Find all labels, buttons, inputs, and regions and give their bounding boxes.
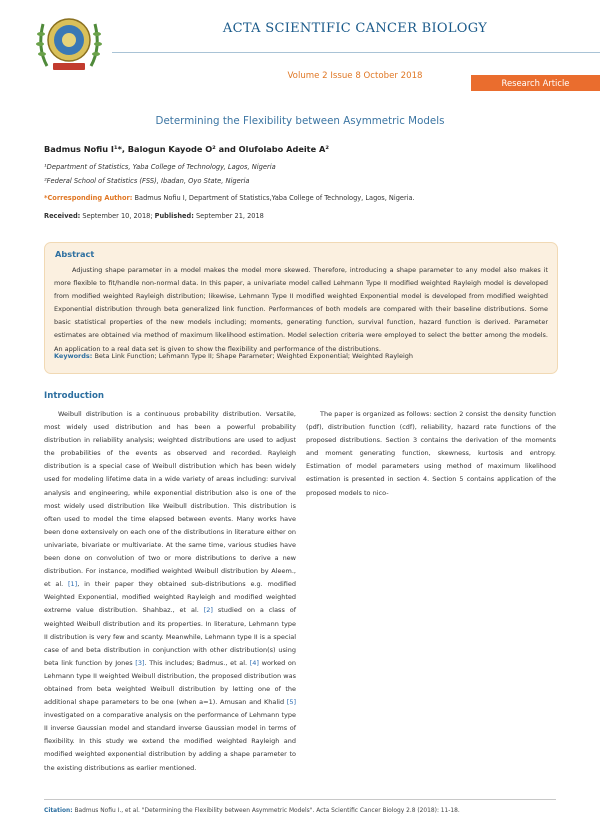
citation-link-4[interactable]: [4] [249, 658, 259, 667]
intro-text-e: worked on Lehmann type II weighted Weibull distribution, the proposed distribution was obtained from beta weighted Weibull distribution by letting one of the additional shape parameters to be one (when a=1). Amusan and Khalid [44, 658, 296, 707]
journal-name: ACTA SCIENTIFIC CANCER BIOLOGY [222, 21, 488, 36]
corresponding-author [44, 194, 415, 202]
keywords [54, 352, 413, 360]
citation-link-1[interactable]: [1] [68, 580, 78, 589]
intro-text-d: . This includes; Badmus., et al. [144, 658, 250, 667]
abstract-heading: Abstract [55, 249, 95, 259]
abstract-text: Adjusting shape parameter in a model makes the model more skewed. Therefore, introducing a shape parameter to any model also makes it more flexible to fit/handle non-normal data. In this paper, a univariate model called Lehmann Type II modified weighted Rayleigh model is developed from modified weighted Rayleigh distribution; likewise, Lehmann Type II modified weighted Exponential model is developed from modified weighted Exponential distribution through beta generalized link function. Performances of both models are compared with their baseline distributions. Some basic statistical properties of the new models including; moments, generating function, survival function, hazard function is derived. Parameter estimates are obtained via method of maximum likelihood estimation. Model selection criteria were employed to select the better among the models. An application to a real data set is given to show the flexibility and performance of the distributions. [54, 266, 548, 353]
intro-left-column [44, 408, 296, 775]
journal-seal-logo [33, 8, 105, 78]
citation-link-2[interactable]: [2] [203, 606, 213, 615]
published-label: Published: [154, 212, 194, 220]
corresponding-text: Badmus Nofiu I, Department of Statistics,Yaba College of Technology, Lagos, Nigeria. [132, 194, 415, 202]
intro-text-b: , in their paper they obtained sub-distributions e.g. modified Weighted Exponential, modified weighted Rayleigh and modified weighted extreme value distribution. Shahbaz., et al. [44, 580, 296, 615]
intro-text-a: Weibull distribution is a continuous probability distribution. Versatile, most widely used distribution and has been a powerful probability distribution in reliability analysis; weighted distributions are used to adjust the probabilities of the events as observed and recorded. Rayleigh distribution is a special case of Weibull distribution which has been widely used for modeling lifetime data in a wide variety of areas including: survival analysis and engineering, while exponential distribution also is one of the most widely used distribution like Weibull distribution. This distribution is often used to model the time elapsed between events. Many works have been done extensively on each one of the distributions in literature either on univariate, bivariate or multivariate. At the same time, various studies have been done on convolution of two or more distributions to derive a new distribution. For instance, modified weighted Weibull distribution by Aleem., et al. [44, 410, 296, 589]
keywords-text: Beta Link Function; Lehmann Type II; Shape Parameter; Weighted Exponential; Weighted Rayleigh [92, 352, 414, 360]
paragraph-gap [306, 395, 556, 408]
abstract-box [44, 242, 558, 374]
corresponding-label: *Corresponding Author: [44, 194, 133, 202]
citation-text: Badmus Nofiu I., et al. "Determining the Flexibility between Asymmetric Models". Acta Scientific Cancer Biology 2.8 (2018): 11-18. [72, 808, 460, 814]
received-label: Received: [44, 212, 81, 220]
citation [44, 808, 564, 814]
citation-link-3[interactable]: [3] [135, 658, 145, 667]
intro-text-c: studied on a class of weighted Weibull distribution and its properties. In literature, Lehmann type II distribution is very few and scanty. Meanwhile, Lehmann type II is a special case of and beta distribution in conjunction with other distribution(s) using beta link function by Jones [44, 606, 296, 667]
intro-right-column [306, 395, 556, 500]
received-date: September 10, 2018; [80, 212, 155, 220]
intro-paragraph-2: The paper is organized as follows: section 2 consist the density function (pdf), distribution function (cdf), reliability, hazard rate functions of the proposed distributions. Section 3 contains the derivation of the moments and moment generating function, skewness, kurtosis and entropy. Estimation of model parameters using method of maximum likelihood estimation is presented in section 4. Section 5 contains application of the proposed models to nico- [306, 410, 556, 497]
article-title: Determining the Flexibility between Asymmetric Models [155, 115, 445, 127]
article-type-badge: Research Article [471, 75, 600, 91]
dates [44, 212, 264, 220]
published-date: September 21, 2018 [193, 212, 264, 220]
intro-text-f: investigated on a comparative analysis on the performance of Lehmann type II inverse Gaussian model and standard inverse Gaussian model in terms of flexibility. In this study we extend the modified weighted Rayleigh and modified weighted exponential distribution by adding a shape parameter to the existing distributions as earlier mentioned. [44, 711, 296, 772]
affiliation-2: ²Federal School of Statistics (FSS), Ibadan, Oyo State, Nigeria [44, 177, 250, 185]
affiliation-1: ¹Department of Statistics, Yaba College of Technology, Lagos, Nigeria [44, 163, 276, 171]
citation-label: Citation: [44, 808, 73, 814]
issue-info: Volume 2 Issue 8 October 2018 [287, 71, 423, 81]
keywords-label: Keywords: [54, 352, 93, 360]
footer-rule [44, 799, 556, 800]
citation-link-5[interactable]: [5] [286, 698, 296, 707]
authors: Badmus Nofiu I¹*, Balogun Kayode O² and Olufolabo Adeite A² [44, 144, 329, 154]
header-rule [112, 52, 600, 53]
introduction-heading: Introduction [44, 391, 105, 401]
